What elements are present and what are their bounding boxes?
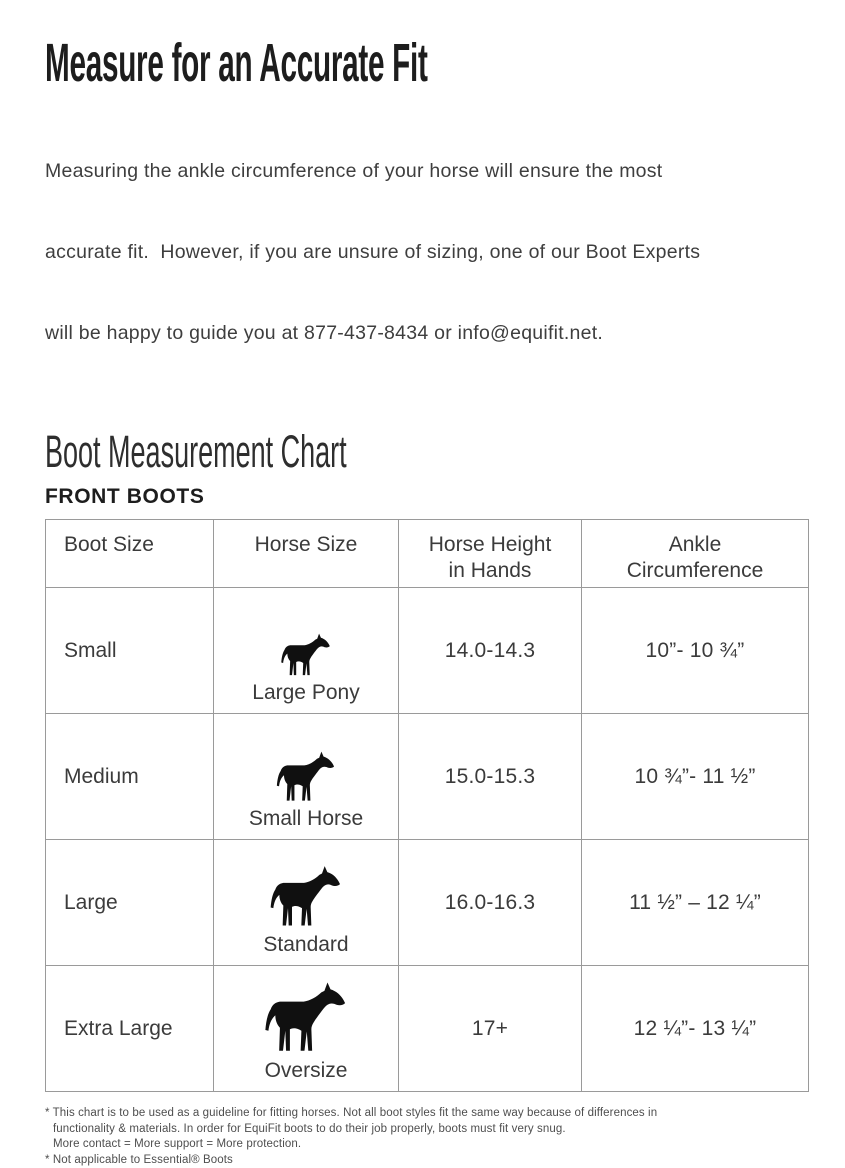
horse-size-cell [214, 840, 399, 966]
table-row [46, 588, 809, 714]
horse-silhouette-icon [260, 980, 352, 1057]
horse-size-cell [214, 714, 399, 840]
table-header-row [46, 520, 809, 588]
footnotes [45, 1106, 805, 1168]
ankle-circumference-cell: 11 ½” – 12 ¼” [582, 840, 809, 966]
horse-size-label: Small Horse [215, 806, 397, 832]
footnote-line: * This chart is to be used as a guideline for fitting horses. Not all boot styles fit the same way because of differences in [45, 1106, 805, 1122]
horse-silhouette-icon [266, 864, 346, 931]
ankle-circumference-cell: 12 ¼”- 13 ¼” [582, 966, 809, 1092]
horse-size-label: Large Pony [215, 680, 397, 706]
horse-size-label: Oversize [215, 1058, 397, 1084]
column-header-horse-size: Horse Size [214, 520, 399, 588]
boot-size-cell: Large [46, 840, 214, 966]
horse-height-cell: 15.0-15.3 [399, 714, 582, 840]
intro-line: Measuring the ankle circumference of your horse will ensure the most [45, 158, 805, 185]
footnote-line: functionality & materials. In order for EquiFit boots to do their job properly, boots must fit very snug. [45, 1122, 805, 1138]
column-header-ankle-circumference: Ankle Circumference [582, 520, 809, 588]
intro-paragraph [45, 104, 805, 401]
horse-size-label: Standard [215, 932, 397, 958]
section-heading [45, 427, 805, 477]
column-header-boot-size: Boot Size [46, 520, 214, 588]
horse-height-cell: 16.0-16.3 [399, 840, 582, 966]
horse-silhouette-icon [273, 750, 339, 805]
boot-size-cell: Medium [46, 714, 214, 840]
table-row [46, 714, 809, 840]
horse-height-cell: 17+ [399, 966, 582, 1092]
boot-size-cell: Small [46, 588, 214, 714]
section-heading-text: Boot Measurement Chart [45, 427, 347, 477]
table-row [46, 966, 809, 1092]
horse-silhouette-icon [278, 632, 334, 679]
column-header-horse-height: Horse Height in Hands [399, 520, 582, 588]
page-title [45, 36, 805, 90]
horse-size-cell [214, 966, 399, 1092]
table-row [46, 840, 809, 966]
ankle-circumference-cell: 10 ¾”- 11 ½” [582, 714, 809, 840]
table-label: FRONT BOOTS [45, 485, 805, 509]
intro-line: accurate fit. However, if you are unsure of sizing, one of our Boot Experts [45, 239, 805, 266]
footnote-line: * Not applicable to Essential® Boots [45, 1153, 805, 1168]
footnote-line: More contact = More support = More protection. [45, 1137, 805, 1153]
boot-size-cell: Extra Large [46, 966, 214, 1092]
boot-measurement-table [45, 519, 809, 1092]
horse-height-cell: 14.0-14.3 [399, 588, 582, 714]
page-title-text: Measure for an Accurate Fit [45, 36, 428, 90]
ankle-circumference-cell: 10”- 10 ¾” [582, 588, 809, 714]
intro-line: will be happy to guide you at 877-437-8434 or info@equifit.net. [45, 320, 805, 347]
horse-size-cell [214, 588, 399, 714]
